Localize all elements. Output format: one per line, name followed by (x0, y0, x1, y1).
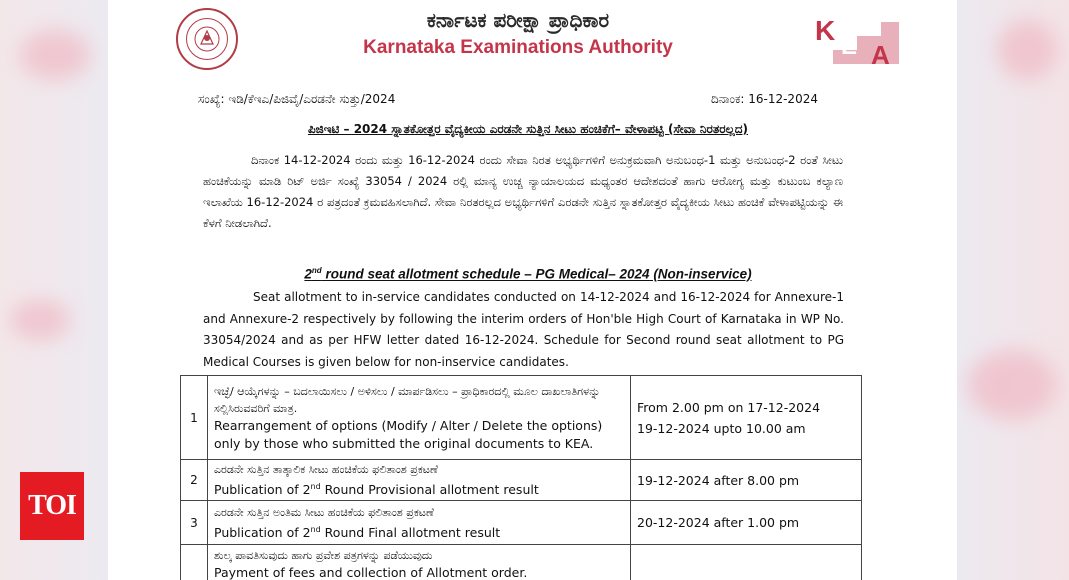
svg-text:A: A (871, 40, 890, 68)
date-cell (631, 501, 862, 545)
government-seal (176, 8, 238, 70)
date-line: 20-12-2024 after 1.00 pm (637, 515, 800, 531)
notice-body-english: Seat allotment to in-service candidates conducted on 14-12-2024 and 16-12-2024 for Annexure-1 and Annexure-2 respectively by following the interim orders of Hon'ble High Court of Karnataka in WP No. 33054/2024 and as per HFW letter dated 16-12-2024. Schedule for Second round seat allotment to PG Medical Courses is given below for non-inservice candidates. (203, 290, 844, 369)
task-kannada: ಎರಡನೇ ಸುತ್ತಿನ ತಾತ್ಕಾಲಿಕ ಸೀಟು ಹಂಚಿಕೆಯ ಫಲಿತಾಂಶ ಪ್ರಕಟಣೆ (214, 463, 438, 476)
toi-logo: TOI (20, 472, 84, 540)
date-cell (631, 460, 862, 501)
authority-title-kannada: ಕರ್ನಾಟಕ ಪರೀಕ್ಷಾ ಪ್ರಾಧಿಕಾರ (426, 8, 610, 32)
task-cell (208, 460, 631, 501)
task-kannada: ಇಚ್ಛೆ/ ಆಯ್ಕೆಗಳನ್ನು – ಬದಲಾಯಿಸಲು / ಅಳಿಸಲು / ಮಾರ್ಪಡಿಸಲು – ಪ್ರಾಧಿಕಾರದಲ್ಲಿ ಮೂಲ ದಾಖಲಾತಿಗಳನ್ನು ಸಲ್ಲಿಸಿರುವವರಿಗೆ ಮಾತ್ರ. (214, 384, 601, 415)
date-cell (631, 545, 862, 580)
row-number: 2 (181, 460, 208, 501)
task-english: Publication of 2nd Round Provisional allotment result (214, 482, 539, 498)
document-page (108, 0, 957, 580)
table-row (181, 501, 862, 545)
task-kannada: ಎರಡನೇ ಸುತ್ತಿನ ಅಂತಿಮ ಸೀಟು ಹಂಚಿಕೆಯ ಫಲಿತಾಂಶ ಪ್ರಕಟಣೆ (214, 505, 434, 519)
date-line: 19-12-2024 after 8.00 pm (637, 472, 800, 488)
emblem-icon (192, 24, 222, 54)
svg-text:K: K (815, 15, 836, 46)
notice-heading-kannada: ಪಿಜಿಇಟಿ – 2024 ಸ್ನಾತಕೋತ್ತರ ವೈದ್ಯಕೀಯ ಎರಡನೇ ಸುತ್ತಿನ ಸೀಟು ಹಂಚಿಕೆಗೆ– ವೇಳಾಪಟ್ಟಿ (ಸೇವಾ ನಿರತರಲ್ಲದ) (307, 122, 749, 136)
svg-text:E: E (841, 33, 858, 60)
table-row (181, 545, 862, 580)
background-right (957, 0, 1069, 580)
table-row (181, 460, 862, 501)
notice-date: ದಿನಾಂಕ: 16-12-2024 (711, 92, 818, 106)
task-english: Payment of fees and collection of Allotment order. (214, 565, 528, 580)
task-english: Publication of 2nd Round Final allotment result (214, 524, 501, 540)
schedule-table (180, 375, 862, 580)
kea-logo (811, 8, 901, 68)
date-line: From 2.00 pm on 17-12-2024 (637, 399, 821, 415)
date-cell (631, 376, 862, 460)
task-cell (208, 501, 631, 545)
authority-title-english: Karnataka Examinations Authority (363, 37, 673, 58)
reference-number: ಸಂಖ್ಯೆ: ಇಡಿ/ಕೆಇಎ/ಪಿಜಿವೈ/ಎರಡನೇ ಸುತ್ತು/2024 (198, 92, 396, 106)
notice-body-kannada: ದಿನಾಂಕ 14-12-2024 ರಂದು ಮತ್ತು 16-12-2024 ರಂದು ಸೇವಾ ನಿರತ ಅಭ್ಯರ್ಥಿಗಳಿಗೆ ಅನುಕ್ರಮವಾಗಿ ಅನುಬಂಧ-1 ಮತ್ತು ಅನುಬಂಧ-2 ರಂತೆ ಸೀಟು ಹಂಚಿಕೆಯನ್ನು ಮಾಡಿ ರಿಟ್ ಅರ್ಜಿ ಸಂಖ್ಯೆ 33054 / 2024 ರಲ್ಲಿ ಮಾನ್ಯ ಉಚ್ಚ ನ್ಯಾಯಾಲಯದ ಮಧ್ಯಂತರ ಆದೇಶದಂತೆ ಹಾಗು ಆರೋಗ್ಯ ಮತ್ತು ಕುಟುಂಬ ಕಲ್ಯಾಣ ಇಲಾಖೆಯ 16-12-2024 ರ ಪತ್ರದಂತೆ ಕ್ರಮವಹಿಸಲಾಗಿದೆ. ಸೇವಾ ನಿರತರಲ್ಲದ ಅಭ್ಯರ್ಥಿಗಳಿಗೆ ಎರಡನೇ ಸುತ್ತಿನ ಸ್ನಾತಕೋತ್ತರ ವೈದ್ಯಕೀಯ ಸೀಟು ಹಂಚಿಕೆ ವೇಳಾಪಟ್ಟಿಯನ್ನು ಈ ಕೆಳಗೆ ನೀಡಲಾಗಿದೆ. (203, 153, 843, 230)
row-number: 1 (181, 376, 208, 460)
task-cell (208, 376, 631, 460)
notice-heading-english: 2nd round seat allotment schedule – PG Medical– 2024 (Non-inservice) (304, 266, 752, 282)
row-number (181, 545, 208, 580)
task-cell (208, 545, 631, 580)
task-kannada: ಶುಲ್ಕ ಪಾವತಿಸುವುದು ಹಾಗು ಪ್ರವೇಶ ಪತ್ರಗಳನ್ನು ಪಡೆಯುವುದು (214, 549, 433, 563)
date-line: 19-12-2024 upto 10.00 am (637, 420, 806, 436)
task-english: Rearrangement of options (Modify / Alter / Delete the options) only by those who submitted the original documents to KEA. (214, 417, 603, 451)
row-number: 3 (181, 501, 208, 545)
table-row (181, 376, 862, 460)
